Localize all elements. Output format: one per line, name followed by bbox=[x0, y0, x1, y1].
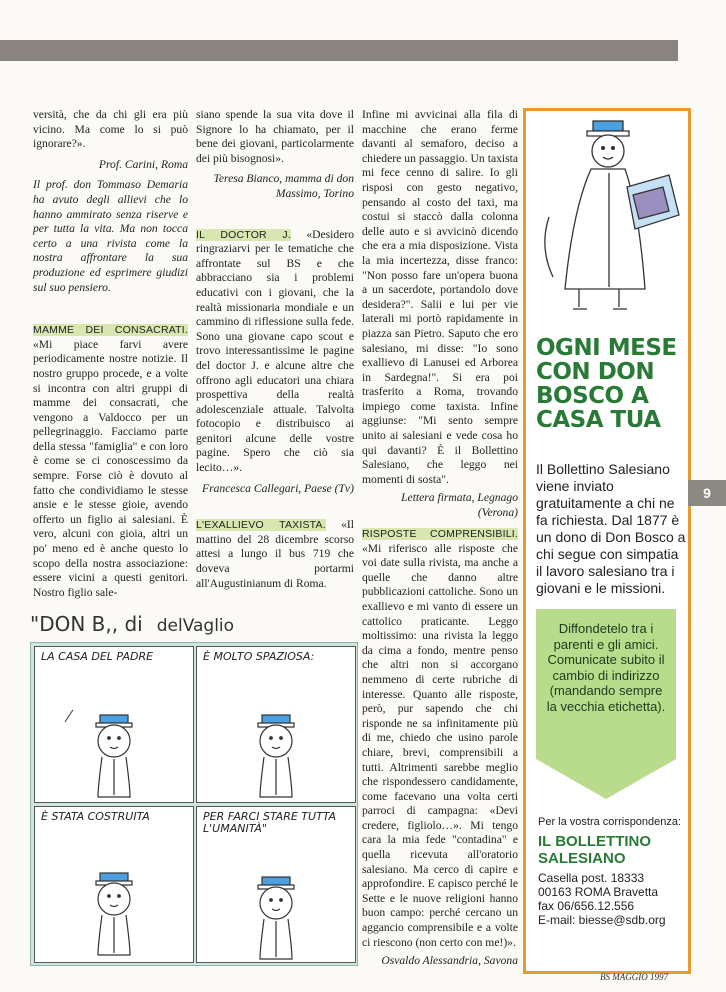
comic-caption: È STATA COSTRUITA bbox=[41, 810, 150, 823]
letter-text: siano spende la sua vita dove il Signore lo ha chiamato, per il bene dei giovani, particolarmente dei più bisognosi». bbox=[196, 108, 354, 165]
sidebar-callout-text: Diffondetelo tra i parenti e gli amici. Comunicate subito il cambio di indirizzo (mandando sempre la vecchia etichetta). bbox=[546, 621, 666, 714]
sidebar-body: Il Bollettino Salesiano viene inviato gratuitamente a chi ne fa richiesta. Dal 1877 è un dono di Don Bosco a chi segue con simpatia il lavoro salesiano tra i giovani e le missioni. bbox=[536, 461, 686, 596]
comic-panel-1 bbox=[34, 646, 194, 803]
page-number-tab: 9 bbox=[688, 480, 726, 506]
sidebar-contact bbox=[538, 816, 688, 927]
don-bosco-figure-icon bbox=[197, 807, 355, 962]
letter-text: «Desidero ringraziarvi per le tematiche che affrontate sul BS e che abbracciano sia i problemi educativi con i giovani, che la realtà missionaria mondiale e un cammino di riflessione sulla fede. Sono una giovane capo scout e trovo interessantissime le pagine del doctor J. e alcune altre che offrono agli educatori una chiara prospettiva della realtà adolescenziale attuale. Talvolta fotocopio e distribuisco ai genitori alcune delle vostre pagine. Spero che ciò sia lecito…». bbox=[196, 227, 354, 475]
page-footer: BS MAGGIO 1997 bbox=[600, 972, 668, 982]
letter-signature: Francesca Callegari, Paese (Tv) bbox=[202, 481, 354, 495]
comic-author: delVaglio bbox=[156, 616, 235, 636]
letter-heading: RISPOSTE COMPRENSIBILI. bbox=[362, 528, 518, 540]
comic-panel-2 bbox=[196, 646, 356, 803]
letter-signature: Prof. Carini, Roma bbox=[98, 157, 188, 171]
letter-text: «Mi piace farvi avere periodicamente nostre notizie. Il nostro gruppo procede, e a volte si incontra con altri gruppi di mamme dei consacrati, che vengono a Valdocco per un pellegrinaggio. Facciamo parte della stessa "famiglia" e con loro è come se ci conoscessimo da sempre. Forse ciò è dovuto al fatto che condividiamo le stesse ansie e le stesse gioie, avendo offerto un figlio ai salesiani. È vero, alcuni con gioia, altri un po' meno ed è anche questo lo scopo della nostra associazione: essere vicini a questi genitori. Nostro figlio sale- bbox=[33, 337, 188, 599]
column-1 bbox=[33, 108, 188, 600]
fax-number: fax 06/656.12.556 bbox=[538, 899, 635, 913]
header-bar bbox=[0, 40, 678, 61]
comic-caption: PER FARCI STARE TUTTA L'UMANITÀ" bbox=[203, 810, 337, 835]
publication-name: IL BOLLETTINO SALESIANO bbox=[538, 833, 652, 867]
letter-text: «Il mattino del 28 dicembre scorso attesi a lungo il bus 719 che doveva portarmi all'Augustinianum di Roma. bbox=[196, 518, 354, 590]
column-3 bbox=[362, 108, 518, 521]
letter-heading: MAMME DEI CONSACRATI. bbox=[33, 324, 188, 337]
sidebar-headline: OGNI MESE CON DON BOSCO A CASA TUA bbox=[536, 335, 677, 433]
letter-text: «Mi riferisco alle risposte che voi date sulla rivista, ma anche a quelle che danno altre pubblicazioni cattoliche. Sono un exallievo e mi vanto di essere un cattolico praticante. Leggo moltissimo: una rivista la leggo da cima a fondo, mentre penso che altri non si accorgano nemmeno di certe rubriche di interesse. Quanto alle risposte, però, pur sapendo che chi risponde ne sa infinitamente più di me, chiedo che usino parole chiare, brevi, comprensibili a tutti. Altrimenti sarebbe meglio che rispondessero candidamente, come facevano una volta certi parroci di campagna: «Devi credere, figliolo…». Mi tengo cara la mia fede "contadina" e quella ricevuta all'oratorio salesiano. Ma cerco di capire e approfondire. E capisco perché le Sette e le nuove religioni hanno buon campo: perché cercano un aggancio comprensibile e a volte ci riescono (non certo con me!)». bbox=[362, 541, 518, 949]
email-address: E-mail: biesse@sdb.org bbox=[538, 913, 666, 927]
column-3-lower bbox=[362, 527, 518, 969]
letter-signature: Teresa Bianco, mamma di don Massimo, Torino bbox=[213, 172, 354, 200]
comic-caption: LA CASA DEL PADRE bbox=[41, 650, 154, 663]
comic-panel-3 bbox=[34, 806, 194, 963]
sidebar-callout bbox=[536, 609, 676, 799]
don-bosco-figure-icon bbox=[197, 647, 355, 802]
don-bosco-figure-icon bbox=[35, 647, 193, 802]
address-line: 00163 ROMA Bravetta bbox=[538, 885, 659, 899]
letter-heading: IL DOCTOR J. bbox=[196, 228, 291, 241]
editor-note: Il prof. don Tommaso Demaria ha avuto degli allievi che lo hanno ammirato senza riserve e per tutta la vita. Ma non tocca certo a una rivista come la nostra affrontare la sua produzione ed esprimere giudizi sul suo pensiero. bbox=[33, 178, 188, 294]
letter-text: versità, che da chi gli era più vicino. Ma come lo si può ignorare?». bbox=[33, 108, 188, 151]
letter-signature: Lettera firmata, Legnago (Verona) bbox=[401, 491, 518, 520]
comic-title-text: "DON B,, di bbox=[30, 612, 143, 636]
letter-heading: L'EXALLIEVO TAXISTA. bbox=[196, 519, 326, 532]
contact-intro: Per la vostra corrispondenza: bbox=[538, 816, 682, 828]
subscription-sidebar bbox=[523, 108, 691, 974]
letter-signature: Osvaldo Alessandria, Savona bbox=[381, 954, 518, 968]
comic-caption: È MOLTO SPAZIOSA: bbox=[203, 650, 315, 663]
address-line: Casella post. 18333 bbox=[538, 871, 645, 885]
don-bosco-figure-icon bbox=[35, 807, 193, 962]
comic-panel-4 bbox=[196, 806, 356, 963]
comic-strip bbox=[30, 642, 358, 966]
letter-text: Infine mi avvicinai alla fila di macchine che erano ferme davanti al semaforo, deciso a chiedere un passaggio. Un taxista mi fece cenno di salire. Io gli risposi con gesto negativo, pensando al costo del taxi, ma costui si staccò dalla colonna delle auto e si avvicinò dicendo che era a mia disposizione. Vista la mia incertezza, disse franco: "Non posso fare un'opera buona a un sacerdote, portandolo dove desidera?". Salii e lui per vie laterali mi portò rapidamente in piazza san Pietro. Saputo che ero salesiano, mi disse: "Io sono exallievo di Lanusei ed Arborea in Sardegna!". Si era poi trasferito a Roma, trovando impiego come taxista. Infine aggiunse: "Mi sento sempre unito ai salesiani e vede cosa ho qui davanti? È il Bollettino Salesiano, che leggo nei momenti di sosta". bbox=[362, 108, 518, 486]
comic-title bbox=[30, 612, 234, 636]
don-bosco-with-book-icon bbox=[529, 117, 685, 327]
column-2 bbox=[196, 108, 354, 591]
